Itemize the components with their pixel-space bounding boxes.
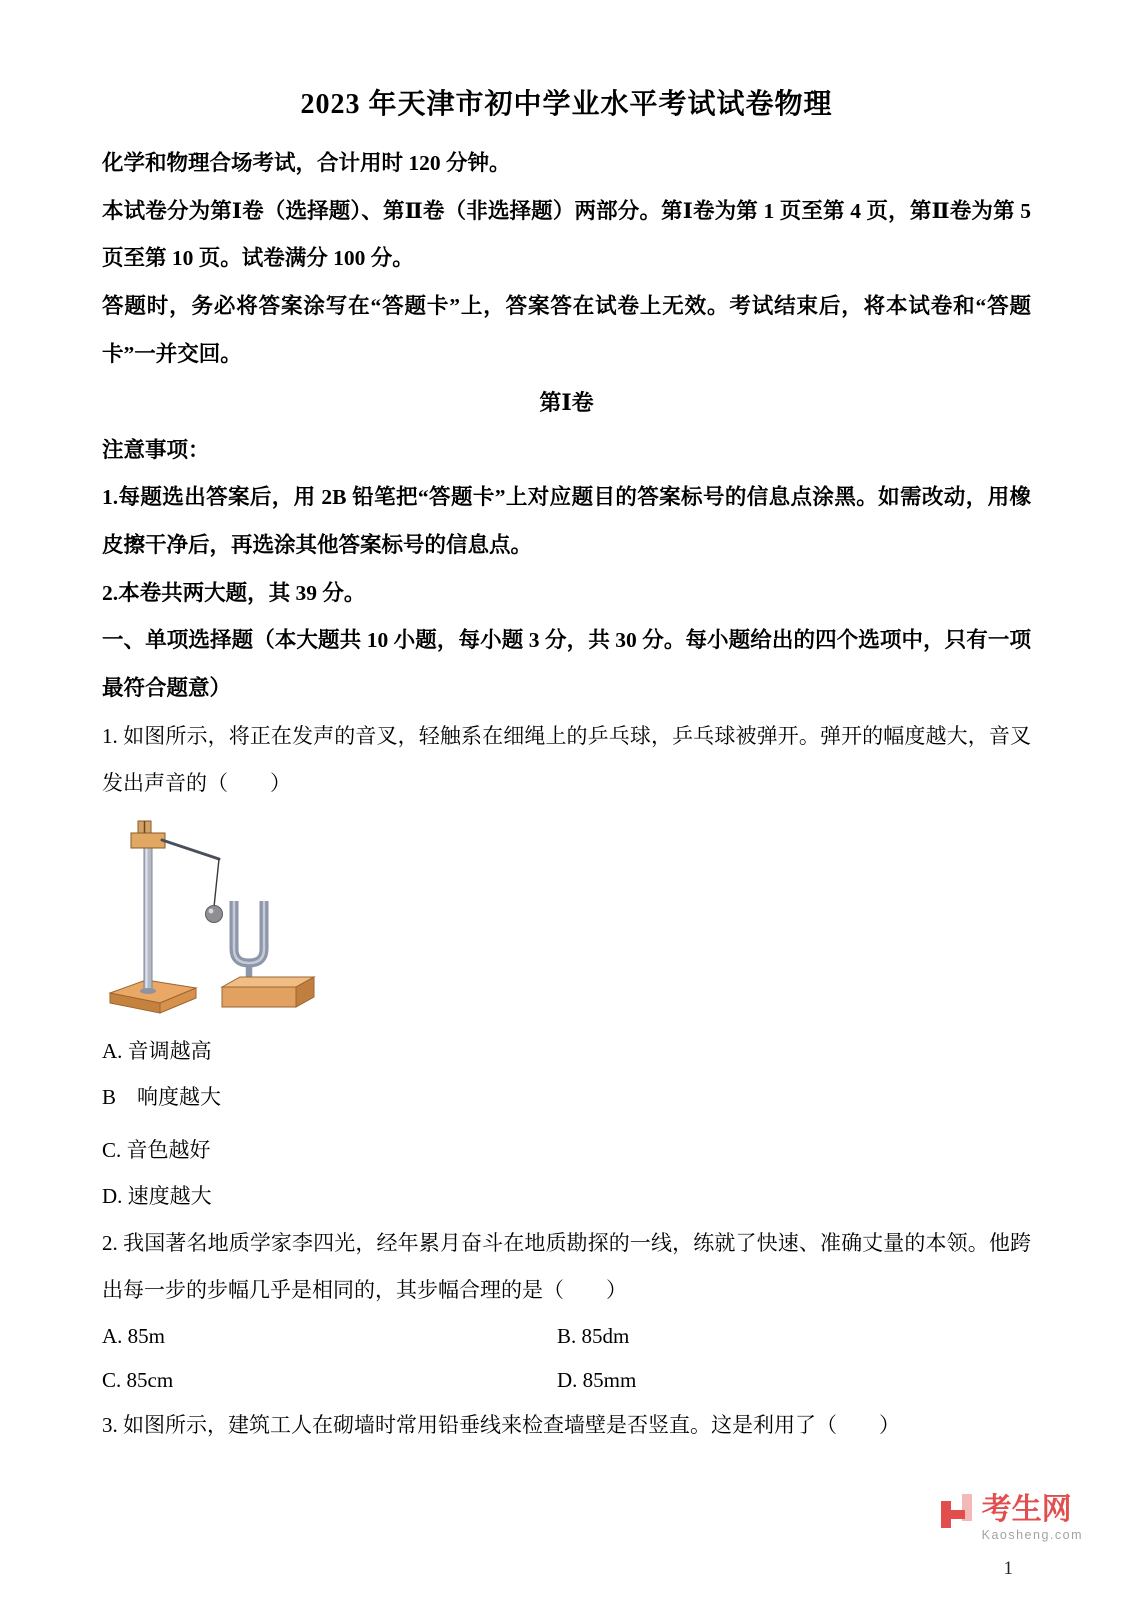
question-1-option-d: D. 速度越大 [102,1184,212,1209]
intro-paragraph-1: 化学和物理合场考试，合计用时 120 分钟。 [102,151,511,175]
question-1-option-b: B 响度越大 [102,1084,222,1109]
stand-base [110,980,196,1013]
notice-heading: 注意事项： [102,437,210,462]
question-1-stem: 1. 如图所示，将正在发声的音叉，轻触系在细绳上的乒乓球，乒乓球被弹开。弹开的幅度越大，音叉发出声音的（ ） [102,723,1031,795]
question-1-option-c: C. 音色越好 [102,1138,211,1163]
page-number: 1 [1003,1558,1013,1579]
question-2-option-c: C. 85cm [102,1368,174,1393]
pendulum-ball [206,905,223,922]
question-1-option-a: A. 音调越高 [102,1038,212,1063]
question-1-figure [104,815,334,1019]
horizontal-rod [162,840,219,859]
question-2-options [102,1314,1031,1402]
intro-paragraph-3: 答题时，务必将答案涂写在“答题卡”上，答案答在试卷上无效。考试结束后，将本试卷和“答题卡”一并交回。 [102,294,1031,366]
question-2-option-a: A. 85m [102,1324,165,1349]
watermark-domain: Kaosheng.com [981,1527,1083,1542]
notice-item-1: 1.每题选出答案后，用 2B 铅笔把“答题卡”上对应题目的答案标号的信息点涂黑。如需改动，用橡皮擦干净后，再选涂其他答案标号的信息点。 [102,485,1031,557]
part1-title: 第Ⅰ卷 [539,389,594,415]
exam-title: 2023 年天津市初中学业水平考试试卷物理 [300,89,833,120]
tuning-fork-pendulum-illustration [104,815,334,1019]
stand-pole [140,835,156,994]
question-3-stem: 3. 如图所示，建筑工人在砌墙时常用铅垂线来检查墙壁是否竖直。这是利用了（ ） [102,1413,900,1438]
tuning-fork-block [222,977,314,1007]
watermark-text [982,1494,1083,1542]
kaosheng-watermark [939,1494,1083,1542]
intro-paragraph-2: 本试卷分为第Ⅰ卷（选择题）、第Ⅱ卷（非选择题）两部分。第Ⅰ卷为第 1 页至第 4 页，第Ⅱ卷为第 5 页至第 10 页。试卷满分 100 分。 [102,198,1031,271]
pendulum-string [214,859,219,907]
kaosheng-logo-icon [939,1494,975,1532]
tuning-fork [234,901,264,987]
section1-heading: 一、单项选择题（本大题共 10 小题，每小题 3 分，共 30 分。每小题给出的四个选项中，只有一项最符合题意） [102,628,1031,701]
watermark-brand: 考生网 [981,1493,1072,1527]
notice-item-2: 2.本卷共两大题，其 39 分。 [102,580,366,605]
logo-bar-mid [949,1510,965,1519]
question-2-option-b: B. 85dm [557,1324,630,1349]
stand-clamp [131,821,165,848]
question-2-stem: 2. 我国著名地质学家李四光，经年累月奋斗在地质勘探的一线，练就了快速、准确丈量的本领。他跨出每一步的步幅几乎是相同的，其步幅合理的是（ ） [102,1231,1031,1303]
question-2-option-d: D. 85mm [557,1368,637,1393]
